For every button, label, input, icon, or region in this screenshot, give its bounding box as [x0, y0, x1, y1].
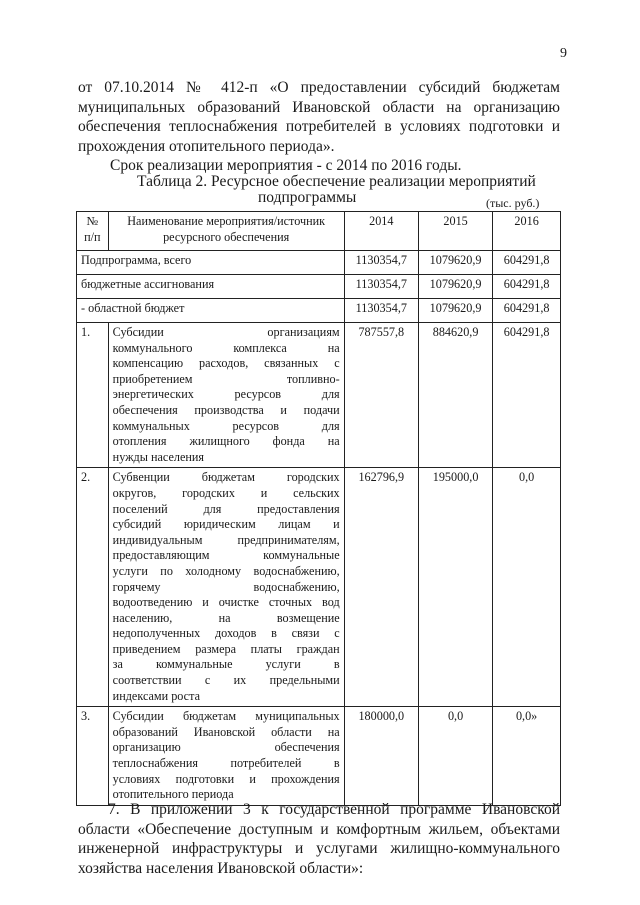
summary-row-regional-budget: [77, 299, 561, 323]
closing-line: области «Обеспечение доступным и комфортным жильем, объектами: [78, 820, 560, 838]
item-name-line: услуги по холодному водоснабжению,: [112, 563, 340, 578]
item-name-line: горячему водоснабжению,: [112, 579, 340, 594]
table-row-item-2: [77, 468, 561, 707]
item-name-line: субсидий юридическим лицам и: [112, 517, 340, 532]
intro-line: прохождения отопительного периода».: [78, 137, 335, 155]
summary-row-budget-allocations: [77, 275, 561, 299]
value-2015: 1079620,9: [418, 275, 492, 299]
value-2014: 1130354,7: [344, 299, 418, 323]
page-number: 9: [560, 46, 567, 61]
item-name-line: населению, на возмещение: [112, 610, 340, 625]
resource-table: [76, 211, 561, 806]
value-2015: 195000,0: [418, 468, 492, 707]
item-name-line: предоставляющим коммунальные: [112, 548, 340, 563]
units-label: (тыс. руб.): [486, 196, 540, 210]
value-2016: 604291,8: [493, 323, 561, 468]
table-title-line1: Таблица 2. Ресурсное обеспечение реализации мероприятий: [137, 173, 536, 190]
intro-line: обеспечения теплоснабжения потребителей в условиях подготовки и: [78, 118, 560, 135]
item-name-line: отопительного периода: [112, 787, 234, 802]
item-name-line: индивидуальным предпринимателям,: [112, 532, 340, 547]
value-2014: 1130354,7: [344, 251, 418, 275]
item-name-line: энергетических ресурсов для: [112, 387, 340, 402]
value-2014: 1130354,7: [344, 275, 418, 299]
item-name: [108, 707, 344, 806]
value-2015: 0,0: [418, 707, 492, 806]
value-2015: 1079620,9: [418, 299, 492, 323]
value-2015: 1079620,9: [418, 251, 492, 275]
value-2016: 0,0: [493, 468, 561, 707]
item-name-line: водоотведению и очистке сточных вод: [112, 595, 340, 610]
item-name-line: коммунальных ресурсов для: [112, 418, 340, 433]
value-2014: 162796,9: [344, 468, 418, 707]
item-number: 2.: [77, 468, 109, 707]
item-name-line: образований Ивановской области на: [112, 724, 340, 739]
item-name-line: теплоснабжения потребителей в: [112, 756, 340, 771]
item-name-line: соответствии с их предельными: [112, 673, 340, 688]
item-name-line: обеспечения производства и подачи: [112, 402, 340, 417]
row-label: Подпрограмма, всего: [77, 251, 345, 275]
item-name-line: нужды населения: [112, 449, 205, 464]
intro-line: муниципальных образований Ивановской области на организацию: [78, 98, 560, 116]
value-2016: 0,0»: [493, 707, 561, 806]
item-name-line: недополученных доходов в связи с: [112, 626, 340, 641]
header-name: Наименование мероприятия/источник ресурсного обеспечения: [108, 212, 344, 251]
item-name-line: условиях подготовки и прохождения: [112, 771, 340, 786]
header-2015: 2015: [418, 212, 492, 251]
row-label: бюджетные ассигнования: [77, 275, 345, 299]
item-name-line: Субвенции бюджетам городских: [112, 470, 340, 485]
summary-row-subprogram-total: [77, 251, 561, 275]
item-name-line: организацию обеспечения: [112, 740, 340, 755]
table-row-item-3: [77, 707, 561, 806]
term-line: Срок реализации мероприятия - с 2014 по 2016 годы.: [110, 157, 462, 174]
item-name-line: округов, городских и сельских: [112, 485, 340, 500]
header-2014: 2014: [344, 212, 418, 251]
closing-line: 7. В приложении 3 к государственной программе Ивановской: [108, 801, 560, 818]
row-label: - областной бюджет: [77, 299, 345, 323]
item-name-line: отопления жилищного фонда на: [112, 434, 340, 449]
item-name: [108, 323, 344, 468]
item-name-line: индексами роста: [112, 688, 200, 703]
item-number: 3.: [77, 707, 109, 806]
value-2016: 604291,8: [493, 251, 561, 275]
value-2016: 604291,8: [493, 275, 561, 299]
header-no: № п/п: [77, 212, 109, 251]
item-name-line: компенсацию расходов, связанных с: [112, 356, 340, 371]
intro-paragraph: [78, 78, 560, 156]
closing-paragraph: [78, 800, 560, 878]
item-name-line: Субсидии бюджетам муниципальных: [112, 709, 340, 724]
closing-line: хозяйства населения Ивановской области»:: [78, 859, 364, 877]
closing-line: инженерной инфраструктуры и услугами жилищно-коммунального: [78, 840, 560, 857]
item-name: [108, 468, 344, 707]
item-name-line: приведением размера платы граждан: [112, 641, 340, 656]
item-name-line: Субсидии организациям: [112, 325, 340, 339]
value-2016: 604291,8: [493, 299, 561, 323]
header-2016: 2016: [493, 212, 561, 251]
value-2014: 180000,0: [344, 707, 418, 806]
item-number: 1.: [77, 323, 109, 468]
item-name-line: приобретением топливно-: [112, 371, 340, 386]
table-title-line2: подпрограммы: [258, 189, 357, 206]
item-name-line: коммунального комплекса на: [112, 340, 340, 355]
item-name-line: поселений для предоставления: [112, 501, 340, 516]
table-row-item-1: [77, 323, 561, 468]
intro-line: от 07.10.2014 № 412-п «О предоставлении субсидий бюджетам: [78, 79, 560, 96]
item-name-line: за коммунальные услуги в: [112, 657, 340, 672]
value-2015: 884620,9: [418, 323, 492, 468]
table-header-row: [77, 212, 561, 251]
value-2014: 787557,8: [344, 323, 418, 468]
